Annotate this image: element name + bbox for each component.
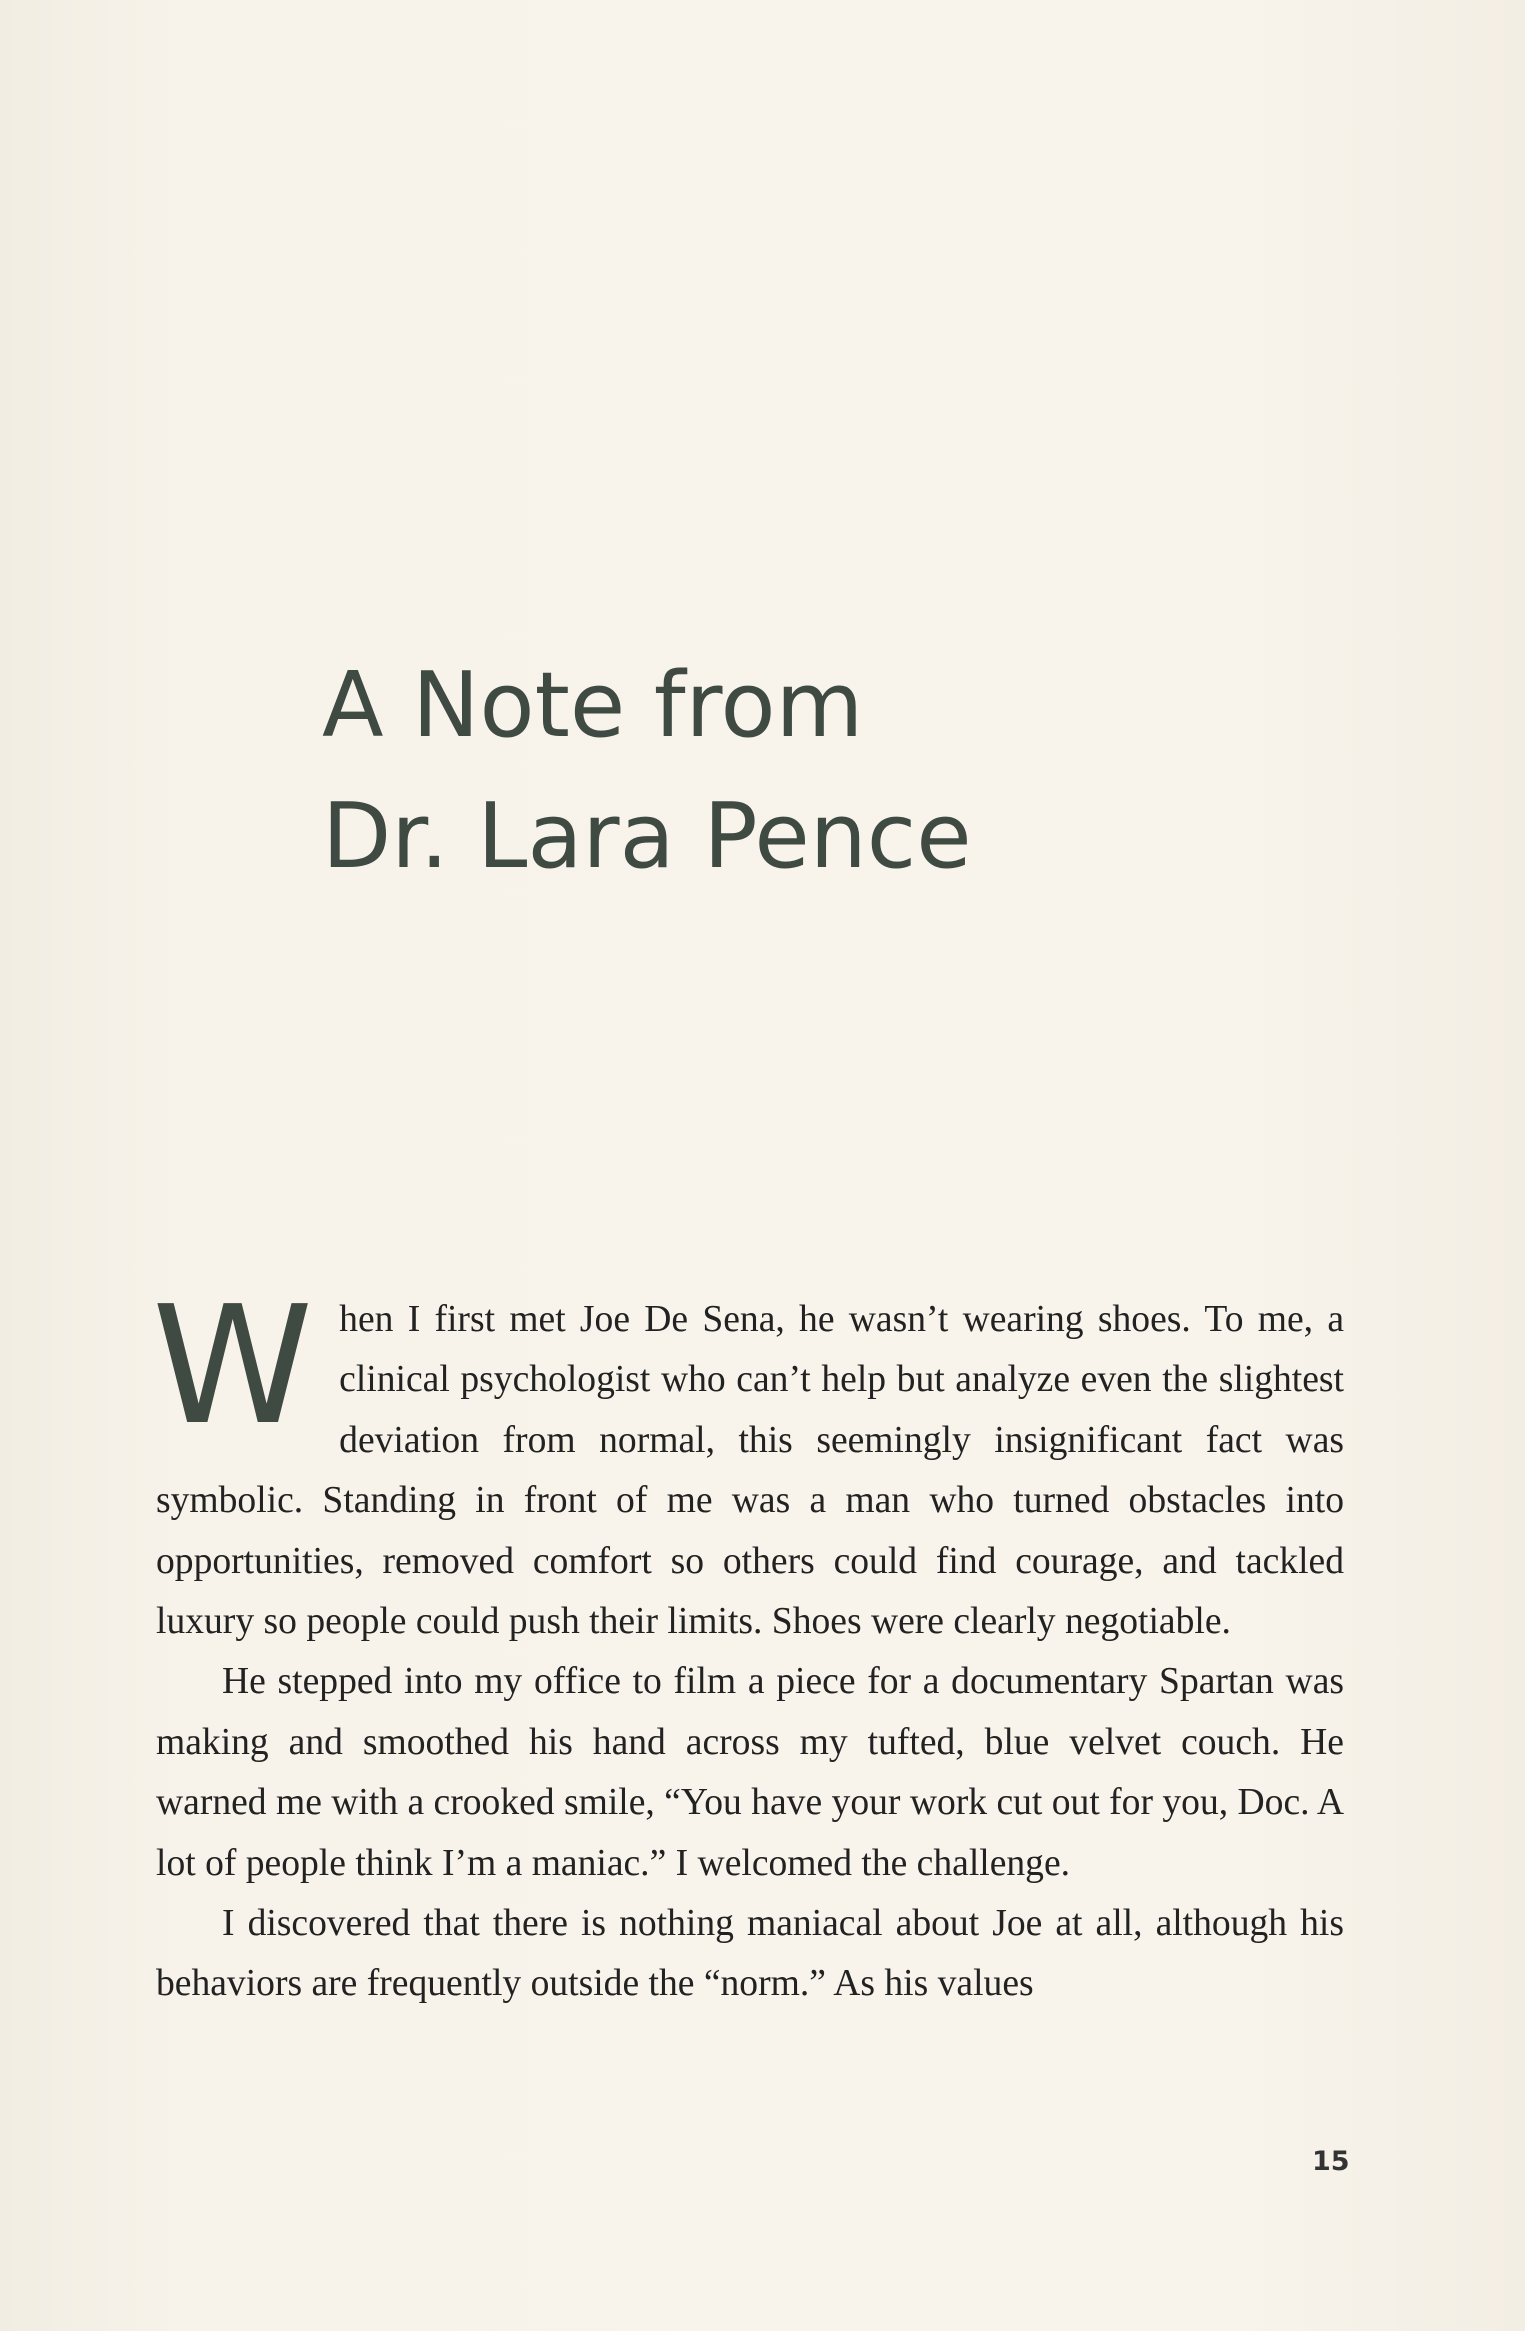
page-number: 15 bbox=[1312, 2146, 1350, 2177]
chapter-title-line-1: A Note from bbox=[322, 653, 864, 758]
chapter-title-line-2: Dr. Lara Pence bbox=[322, 784, 972, 889]
drop-cap: W bbox=[152, 1272, 314, 1461]
chapter-title bbox=[322, 640, 972, 902]
body-text bbox=[152, 1272, 1344, 2015]
paragraph-1 bbox=[152, 1272, 1344, 1652]
paragraph-1-text: hen I first met Joe De Sena, he wasn’t wearing shoes. To me, a clinical psychologist who can’t help but analyze even the slightest deviation from normal, this seemingly insignificant fact was symbolic. Standing in front of me was a man who turned obstacles into opportunities, removed comfort so others could find courage, and tackled luxury so people could push their limits. Shoes were clearly negotiable. bbox=[156, 1299, 1344, 1643]
paragraph-2: He stepped into my office to film a piece for a documentary Spartan was making and smoothed his hand across my tufted, blue velvet couch. He warned me with a crooked smile, “You have your work cut out for you, Doc. A lot of people think I’m a maniac.” I welcomed the challenge. bbox=[156, 1661, 1344, 1884]
paragraph-3: I discovered that there is nothing maniacal about Joe at all, although his behaviors are frequently outside the “norm.” As his values bbox=[156, 1903, 1344, 2005]
